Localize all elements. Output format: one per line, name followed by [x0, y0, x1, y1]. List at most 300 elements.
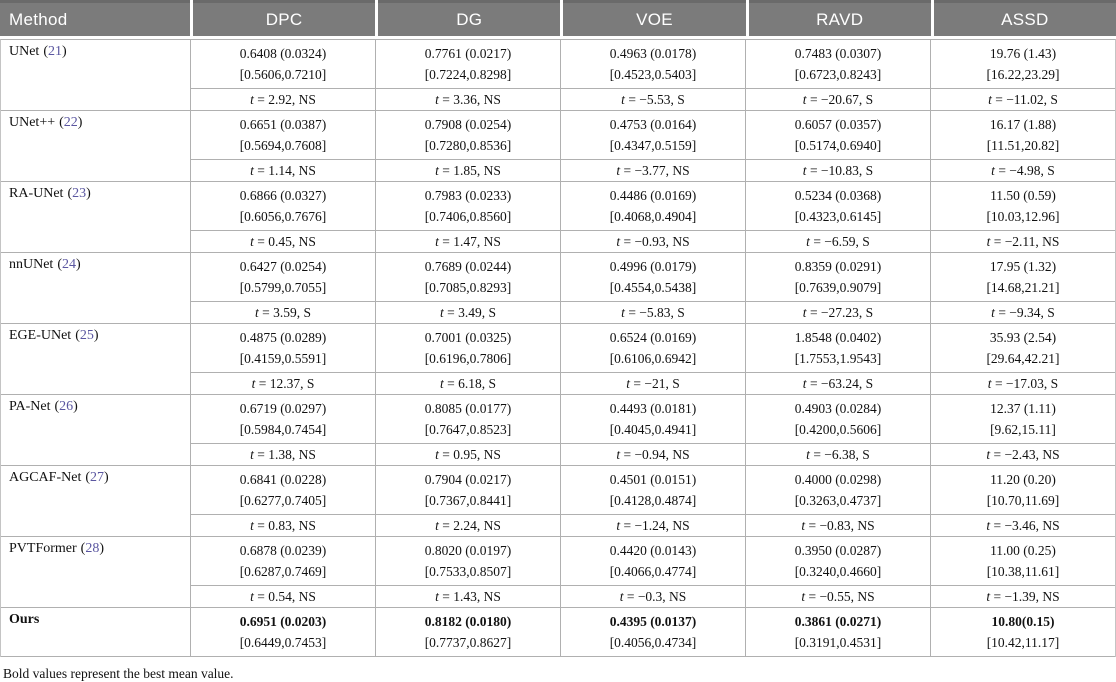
table-footnote: Bold values represent the best mean value.: [3, 666, 234, 681]
confidence-interval: [0.6056,0.7676]: [239, 209, 327, 224]
t-value: = −21, S: [630, 376, 680, 391]
mean-value: 0.5234 (0.0368): [794, 188, 882, 203]
citation-number[interactable]: 26: [59, 399, 74, 414]
t-symbol: t: [435, 234, 439, 249]
confidence-interval: [0.4323,0.6145]: [794, 209, 882, 224]
mean-value: 0.8359 (0.0291): [794, 259, 882, 274]
mean-value: 0.8085 (0.0177): [424, 401, 512, 416]
mean-value: 0.8182 (0.0180): [424, 614, 512, 629]
citation-open-paren: (: [54, 399, 60, 414]
column-header-method: Method: [0, 0, 190, 36]
t-test-cell: [930, 231, 1115, 252]
t-test-cell: [375, 302, 560, 323]
mean-value: 0.4996 (0.0179): [609, 259, 697, 274]
t-test-cell: [375, 89, 560, 110]
t-value: = 0.45, NS: [253, 234, 316, 249]
t-value: = −2.43, NS: [990, 447, 1060, 462]
mean-value: 0.7983 (0.0233): [424, 188, 512, 203]
confidence-interval: [9.62,15.11]: [990, 422, 1056, 437]
t-test-cell: [375, 231, 560, 252]
value-cell: [190, 608, 375, 656]
confidence-interval: [0.6723,0.8243]: [794, 67, 882, 82]
confidence-interval: [0.4066,0.4774]: [609, 564, 697, 579]
t-test-cell: [745, 373, 930, 394]
t-value: = 3.59, S: [258, 305, 311, 320]
t-value: = 12.37, S: [255, 376, 315, 391]
t-value: = −5.53, S: [624, 92, 685, 107]
citation-number[interactable]: 28: [85, 541, 100, 556]
t-value: = −6.59, S: [809, 234, 870, 249]
t-symbol: t: [988, 92, 992, 107]
value-cell: [560, 253, 745, 302]
t-value: = −0.94, NS: [620, 447, 690, 462]
t-symbol: t: [991, 305, 995, 320]
method-cell: [1, 466, 190, 536]
citation-close-paren: ): [62, 44, 67, 59]
t-value: = −9.34, S: [994, 305, 1055, 320]
mean-value: 0.6866 (0.0327): [239, 188, 327, 203]
value-cell: [190, 324, 375, 373]
method-cell: [1, 395, 190, 465]
t-value: = −27.23, S: [806, 305, 874, 320]
value-cell: [560, 537, 745, 586]
mean-value: 0.4000 (0.0298): [794, 472, 882, 487]
value-cell: [930, 466, 1115, 515]
t-test-cell: [560, 515, 745, 536]
t-value: = −0.55, NS: [805, 589, 875, 604]
t-symbol: t: [619, 589, 624, 604]
citation-ref: [85, 470, 108, 485]
value-cell: [375, 537, 560, 586]
t-symbol: t: [621, 92, 625, 107]
column-header-voe: VOE: [563, 0, 745, 36]
t-symbol: t: [986, 518, 991, 533]
t-value: = 0.83, NS: [253, 518, 316, 533]
mean-value: 11.20 (0.20): [990, 472, 1056, 487]
mean-value: 0.7001 (0.0325): [424, 330, 512, 345]
citation-open-paren: (: [85, 470, 91, 485]
method-cell: [1, 182, 190, 252]
t-symbol: t: [435, 589, 439, 604]
t-value: = −10.83, S: [806, 163, 874, 178]
value-cell: [190, 40, 375, 89]
confidence-interval: [0.4045,0.4941]: [609, 422, 697, 437]
value-cell: [375, 608, 560, 656]
t-symbol: t: [621, 305, 625, 320]
t-symbol: t: [251, 376, 256, 391]
mean-value: 0.4420 (0.0143): [609, 543, 697, 558]
mean-value: 0.6719 (0.0297): [239, 401, 327, 416]
mean-value: 0.6524 (0.0169): [609, 330, 697, 345]
t-symbol: t: [802, 376, 807, 391]
citation-ref: [55, 399, 78, 414]
t-test-cell: [745, 160, 930, 181]
confidence-interval: [0.7224,0.8298]: [424, 67, 512, 82]
mean-value: 0.7483 (0.0307): [794, 46, 882, 61]
value-cell: [745, 324, 930, 373]
citation-open-paren: (: [80, 541, 86, 556]
column-header-assd: ASSD: [934, 0, 1116, 36]
citation-close-paren: ): [93, 328, 99, 343]
t-symbol: t: [435, 447, 439, 462]
t-symbol: t: [802, 305, 807, 320]
t-value: = 3.36, NS: [438, 92, 501, 107]
value-cell: [930, 608, 1115, 656]
t-symbol: t: [801, 518, 806, 533]
citation-number[interactable]: 22: [63, 115, 78, 130]
method-name: EGE-UNet: [9, 328, 72, 343]
confidence-interval: [10.38,11.61]: [986, 564, 1060, 579]
t-test-cell: [930, 89, 1115, 110]
confidence-interval: [0.4523,0.5403]: [609, 67, 697, 82]
method-cell: [1, 253, 190, 323]
confidence-interval: [10.03,12.96]: [986, 209, 1060, 224]
t-test-cell: [560, 302, 745, 323]
mean-value: 10.80(0.15): [991, 614, 1055, 629]
value-cell: [930, 395, 1115, 444]
value-cell: [745, 253, 930, 302]
t-symbol: t: [802, 92, 807, 107]
confidence-interval: [10.70,11.69]: [986, 493, 1060, 508]
t-value: = 0.54, NS: [253, 589, 316, 604]
t-test-cell: [375, 586, 560, 607]
mean-value: 0.4963 (0.0178): [609, 46, 697, 61]
citation-ref: [59, 115, 82, 130]
t-value: = 0.95, NS: [438, 447, 501, 462]
t-value: = 1.38, NS: [253, 447, 316, 462]
t-test-cell: [930, 302, 1115, 323]
mean-value: 16.17 (1.88): [989, 117, 1057, 132]
confidence-interval: [0.6277,0.7405]: [239, 493, 327, 508]
t-test-cell: [745, 89, 930, 110]
t-test-cell: [375, 515, 560, 536]
mean-value: 17.95 (1.32): [989, 259, 1057, 274]
t-symbol: t: [435, 163, 439, 178]
t-test-cell: [190, 586, 375, 607]
t-symbol: t: [806, 447, 810, 462]
t-test-cell: [190, 89, 375, 110]
t-symbol: t: [435, 92, 439, 107]
mean-value: 0.6057 (0.0357): [794, 117, 882, 132]
t-test-cell: [745, 586, 930, 607]
citation-close-paren: ): [86, 186, 91, 201]
t-test-cell: [190, 444, 375, 465]
value-cell: [375, 253, 560, 302]
value-cell: [190, 182, 375, 231]
confidence-interval: [0.7639,0.9079]: [794, 280, 882, 295]
citation-number[interactable]: 21: [48, 44, 62, 59]
table-row: [1, 111, 1115, 182]
mean-value: 11.00 (0.25): [990, 543, 1056, 558]
mean-value: 35.93 (2.54): [989, 330, 1057, 345]
method-name: UNet: [9, 44, 40, 59]
table-row: [1, 608, 1115, 657]
value-cell: [560, 111, 745, 160]
t-value: = 2.92, NS: [253, 92, 316, 107]
t-value: = 6.18, S: [443, 376, 496, 391]
mean-value: 0.4493 (0.0181): [609, 401, 697, 416]
t-value: = −3.46, NS: [990, 518, 1060, 533]
t-test-cell: [930, 444, 1115, 465]
confidence-interval: [0.4068,0.4904]: [609, 209, 697, 224]
value-cell: [190, 111, 375, 160]
t-symbol: t: [626, 376, 630, 391]
citation-close-paren: ): [73, 399, 78, 414]
t-test-cell: [930, 515, 1115, 536]
value-cell: [745, 608, 930, 656]
t-symbol: t: [439, 305, 444, 320]
mean-value: 0.3861 (0.0271): [794, 614, 882, 629]
value-cell: [560, 40, 745, 89]
mean-value: 19.76 (1.43): [989, 46, 1057, 61]
citation-close-paren: ): [104, 470, 109, 485]
confidence-interval: [0.6449,0.7453]: [239, 635, 327, 650]
mean-value: 0.6408 (0.0324): [239, 46, 327, 61]
mean-value: 0.7904 (0.0217): [424, 472, 512, 487]
t-value: = −1.24, NS: [620, 518, 690, 533]
table-header: [0, 0, 1116, 36]
value-cell: [745, 395, 930, 444]
mean-value: 0.4903 (0.0284): [794, 401, 882, 416]
t-test-cell: [745, 444, 930, 465]
method-cell: [1, 324, 190, 394]
t-symbol: t: [250, 589, 254, 604]
citation-open-paren: (: [57, 257, 62, 272]
t-value: = −3.77, NS: [620, 163, 690, 178]
t-symbol: t: [986, 447, 991, 462]
t-symbol: t: [250, 92, 254, 107]
t-value: = −0.3, NS: [623, 589, 687, 604]
value-cell: [375, 466, 560, 515]
column-header-ravd: RAVD: [749, 0, 931, 36]
t-value: = −5.83, S: [624, 305, 685, 320]
confidence-interval: [0.5174,0.6940]: [794, 138, 882, 153]
value-cell: [745, 466, 930, 515]
t-symbol: t: [801, 589, 806, 604]
mean-value: 0.4875 (0.0289): [239, 330, 327, 345]
table-row: [1, 395, 1115, 466]
citation-ref: [75, 328, 98, 343]
citation-number[interactable]: 25: [79, 328, 94, 343]
citation-ref: [57, 257, 80, 272]
confidence-interval: [10.42,11.17]: [986, 635, 1060, 650]
value-cell: [375, 40, 560, 89]
t-value: = 1.47, NS: [438, 234, 501, 249]
t-value: = 2.24, NS: [438, 518, 501, 533]
mean-value: 0.6651 (0.0387): [239, 117, 327, 132]
method-name: RA-UNet: [9, 186, 64, 201]
table-row: [1, 324, 1115, 395]
t-test-cell: [375, 373, 560, 394]
t-value: = −63.24, S: [806, 376, 874, 391]
t-value: = −1.39, NS: [990, 589, 1060, 604]
confidence-interval: [1.7553,1.9543]: [794, 351, 882, 366]
confidence-interval: [0.6106,0.6942]: [609, 351, 697, 366]
t-symbol: t: [439, 376, 444, 391]
confidence-interval: [0.5799,0.7055]: [239, 280, 327, 295]
t-test-cell: [190, 515, 375, 536]
t-test-cell: [930, 160, 1115, 181]
mean-value: 0.7689 (0.0244): [424, 259, 512, 274]
t-test-cell: [930, 373, 1115, 394]
method-cell: [1, 40, 190, 110]
table-body: [0, 39, 1116, 657]
t-test-cell: [745, 302, 930, 323]
method-name: UNet++: [9, 115, 56, 130]
confidence-interval: [0.7406,0.8560]: [424, 209, 512, 224]
t-symbol: t: [987, 376, 992, 391]
t-test-cell: [560, 373, 745, 394]
t-value: = 1.85, NS: [438, 163, 501, 178]
value-cell: [375, 395, 560, 444]
value-cell: [745, 40, 930, 89]
confidence-interval: [0.7533,0.8507]: [424, 564, 512, 579]
t-symbol: t: [986, 589, 991, 604]
t-test-cell: [560, 89, 745, 110]
t-test-cell: [560, 586, 745, 607]
method-name: nnUNet: [9, 257, 54, 272]
t-test-cell: [745, 515, 930, 536]
citation-open-paren: (: [67, 186, 73, 201]
mean-value: 0.7908 (0.0254): [424, 117, 512, 132]
column-header-dg: DG: [378, 0, 560, 36]
t-symbol: t: [616, 518, 621, 533]
method-name: Ours: [9, 612, 40, 627]
citation-open-paren: (: [75, 328, 80, 343]
citation-number[interactable]: 23: [72, 186, 87, 201]
value-cell: [190, 395, 375, 444]
t-value: = −20.67, S: [806, 92, 874, 107]
value-cell: [560, 395, 745, 444]
value-cell: [190, 537, 375, 586]
t-symbol: t: [250, 234, 254, 249]
confidence-interval: [0.5606,0.7210]: [239, 67, 327, 82]
value-cell: [745, 537, 930, 586]
citation-ref: [81, 541, 104, 556]
confidence-interval: [0.7280,0.8536]: [424, 138, 512, 153]
citation-number[interactable]: 24: [62, 257, 76, 272]
value-cell: [190, 466, 375, 515]
confidence-interval: [0.4159,0.5591]: [239, 351, 327, 366]
t-test-cell: [930, 586, 1115, 607]
mean-value: 11.50 (0.59): [990, 188, 1056, 203]
table-row: [1, 466, 1115, 537]
citation-ref: [67, 186, 90, 201]
confidence-interval: [0.6196,0.7806]: [424, 351, 512, 366]
t-test-cell: [560, 160, 745, 181]
table-row: [1, 182, 1115, 253]
confidence-interval: [14.68,21.21]: [986, 280, 1060, 295]
mean-value: 0.4753 (0.0164): [609, 117, 697, 132]
mean-value: 1.8548 (0.0402): [794, 330, 882, 345]
t-symbol: t: [991, 163, 995, 178]
t-value: = −17.03, S: [991, 376, 1059, 391]
confidence-interval: [0.3191,0.4531]: [794, 635, 882, 650]
citation-open-paren: (: [59, 115, 64, 130]
value-cell: [190, 253, 375, 302]
mean-value: 0.8020 (0.0197): [424, 543, 512, 558]
method-name: AGCAF-Net: [9, 470, 82, 485]
t-symbol: t: [802, 163, 807, 178]
confidence-interval: [0.7085,0.8293]: [424, 280, 512, 295]
mean-value: 0.4501 (0.0151): [609, 472, 697, 487]
t-value: = 1.14, NS: [253, 163, 316, 178]
t-symbol: t: [616, 447, 621, 462]
t-value: = −4.98, S: [994, 163, 1055, 178]
method-cell: [1, 537, 190, 607]
t-symbol: t: [250, 447, 254, 462]
value-cell: [375, 182, 560, 231]
t-value: = −11.02, S: [991, 92, 1058, 107]
value-cell: [560, 608, 745, 656]
value-cell: [745, 182, 930, 231]
t-symbol: t: [986, 234, 991, 249]
t-test-cell: [375, 160, 560, 181]
value-cell: [930, 537, 1115, 586]
value-cell: [560, 182, 745, 231]
confidence-interval: [0.7367,0.8441]: [424, 493, 512, 508]
value-cell: [930, 111, 1115, 160]
confidence-interval: [0.3240,0.4660]: [794, 564, 882, 579]
mean-value: 0.4486 (0.0169): [609, 188, 697, 203]
confidence-interval: [0.4347,0.5159]: [609, 138, 697, 153]
citation-close-paren: ): [77, 115, 83, 130]
confidence-interval: [0.4128,0.4874]: [609, 493, 697, 508]
citation-ref: [43, 44, 66, 59]
mean-value: 0.6427 (0.0254): [239, 259, 327, 274]
confidence-interval: [0.7647,0.8523]: [424, 422, 512, 437]
t-test-cell: [745, 231, 930, 252]
method-cell: [1, 608, 190, 656]
citation-close-paren: ): [76, 257, 81, 272]
confidence-interval: [0.7737,0.8627]: [424, 635, 512, 650]
t-test-cell: [560, 444, 745, 465]
t-value: = 1.43, NS: [438, 589, 501, 604]
method-name: PA-Net: [9, 399, 51, 414]
mean-value: 0.6878 (0.0239): [239, 543, 327, 558]
confidence-interval: [0.6287,0.7469]: [239, 564, 327, 579]
confidence-interval: [29.64,42.21]: [986, 351, 1060, 366]
method-cell: [1, 111, 190, 181]
confidence-interval: [11.51,20.82]: [986, 138, 1060, 153]
value-cell: [745, 111, 930, 160]
column-header-dpc: DPC: [193, 0, 375, 36]
t-symbol: t: [254, 305, 259, 320]
mean-value: 0.6841 (0.0228): [239, 472, 327, 487]
t-symbol: t: [435, 518, 439, 533]
mean-value: 0.7761 (0.0217): [424, 46, 512, 61]
citation-open-paren: (: [43, 44, 48, 59]
t-value: = −6.38, S: [809, 447, 870, 462]
confidence-interval: [0.5694,0.7608]: [239, 138, 327, 153]
confidence-interval: [0.4056,0.4734]: [609, 635, 697, 650]
value-cell: [930, 253, 1115, 302]
citation-number[interactable]: 27: [90, 470, 105, 485]
confidence-interval: [0.5984,0.7454]: [239, 422, 327, 437]
mean-value: 12.37 (1.11): [990, 401, 1056, 416]
value-cell: [930, 324, 1115, 373]
table-row: [1, 537, 1115, 608]
t-test-cell: [190, 373, 375, 394]
value-cell: [560, 324, 745, 373]
method-name: PVTFormer: [9, 541, 77, 556]
t-value: = −0.83, NS: [805, 518, 875, 533]
t-symbol: t: [250, 518, 254, 533]
t-test-cell: [375, 444, 560, 465]
confidence-interval: [0.3263,0.4737]: [794, 493, 882, 508]
value-cell: [930, 40, 1115, 89]
value-cell: [930, 182, 1115, 231]
